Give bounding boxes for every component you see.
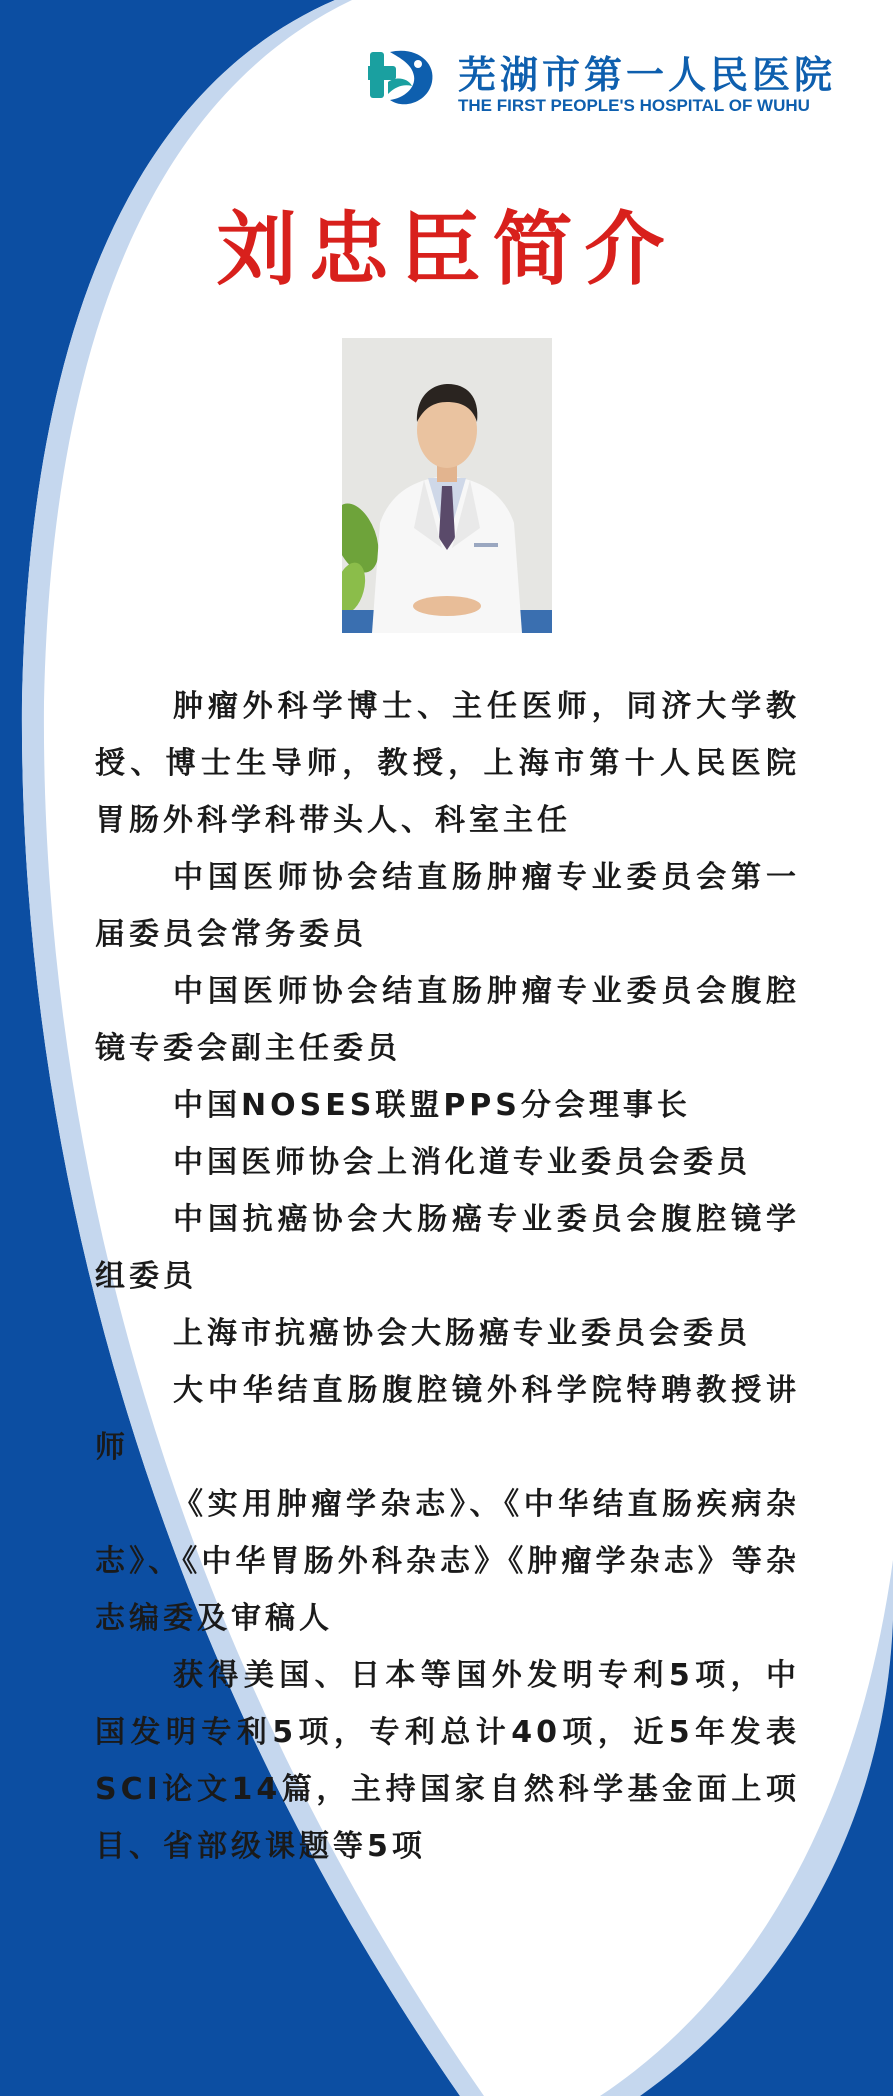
hospital-name-en: THE FIRST PEOPLE'S HOSPITAL OF WUHU (458, 96, 810, 115)
bio-paragraph: 大中华结直肠腹腔镜外科学院特聘教授讲师 (95, 1373, 800, 1465)
hospital-logo-icon (368, 42, 438, 112)
portrait-photo (342, 338, 552, 633)
bio-paragraph: 中国医师协会上消化道专业委员会委员 (173, 1145, 751, 1180)
bio-paragraph: 《实用肿瘤学杂志》、《中华结直肠疾病杂志》、《中华胃肠外科杂志》《肿瘤学杂志》等杂志编委及审稿人 (95, 1487, 800, 1636)
hospital-logo (368, 40, 837, 120)
bio-paragraph: 中国抗癌协会大肠癌专业委员会腹腔镜学组委员 (95, 1202, 800, 1294)
bio-paragraph: 获得美国、日本等国外发明专利5项，中国发明专利5项，专利总计40项，近5年发表SCI论文14篇，主持国家自然科学基金面上项目、省部级课题等5项 (95, 1658, 800, 1864)
bio-paragraph: 中国NOSES联盟PPS分会理事长 (173, 1088, 691, 1123)
portrait-illustration (342, 338, 552, 633)
bio-paragraph: 肿瘤外科学博士、主任医师，同济大学教授、博士生导师，教授，上海市第十人民医院胃肠外科学科带头人、科室主任 (95, 689, 800, 838)
hands (413, 596, 481, 616)
bio-paragraph: 中国医师协会结直肠肿瘤专业委员会第一届委员会常务委员 (95, 860, 800, 952)
bio-paragraph: 上海市抗癌协会大肠癌专业委员会委员 (173, 1316, 751, 1351)
page-title: 刘忠臣简介 (216, 203, 677, 296)
logo-mark-year: 1926 (372, 101, 393, 110)
biography (95, 678, 800, 1875)
hospital-name-cn: 芜湖市第一人民医院 (458, 52, 837, 97)
bio-paragraph: 中国医师协会结直肠肿瘤专业委员会腹腔镜专委会副主任委员 (95, 974, 800, 1066)
